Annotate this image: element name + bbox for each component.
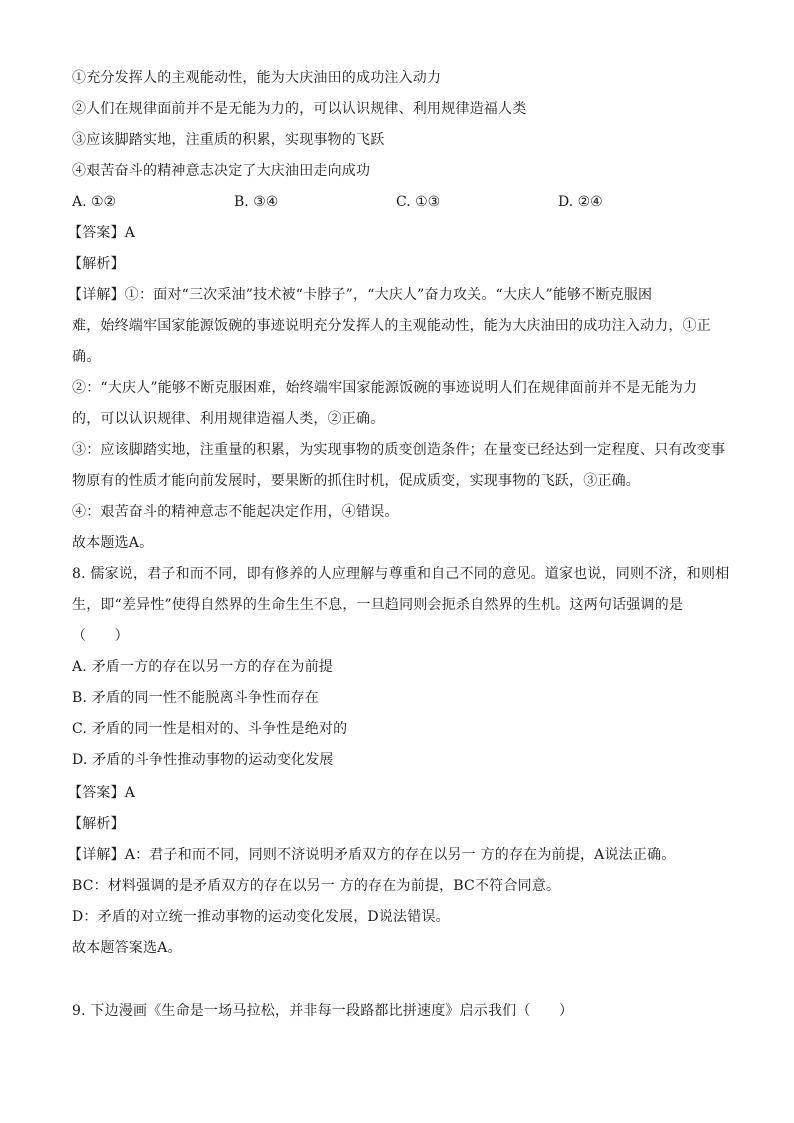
q8-stem-line-2: 生，即“差异性”使得自然界的生命生生不息，一旦趋同则会扼杀自然界的生机。这两句话强调的是 <box>72 597 684 613</box>
q8-conclusion: 故本题答案选A。 <box>72 940 182 956</box>
q8-option-c: C. 矛盾的同一性是相对的、斗争性是绝对的 <box>72 721 348 737</box>
q7-option-b: B. ③④ <box>234 194 279 210</box>
q7-option-d: D. ②④ <box>558 194 603 210</box>
q7-analysis-heading: 【解析】 <box>68 256 125 272</box>
q8-detail-line-2: BC：材料强调的是矛盾双方的存在以另一 方的存在为前提，BC不符合同意。 <box>72 878 561 894</box>
q7-detail-line-5: 的，可以认识规律、利用规律造福人类，②正确。 <box>72 411 385 427</box>
q7-detail-line-7: 物原有的性质才能向前发展时，要果断的抓住时机，促成质变，实现事物的飞跃，③正确。 <box>72 473 640 489</box>
q8-option-a: A. 矛盾一方的存在以另一方的存在为前提 <box>72 659 334 675</box>
q7-conclusion: 故本题选A。 <box>72 535 154 551</box>
q7-detail-line-6: ③：应该脚踏实地，注重量的积累，为实现事物的质变创造条件；在量变已经达到一定程度、只有改变事 <box>72 442 726 458</box>
q7-statement-1: ①充分发挥人的主观能动性，能为大庆油田的成功注入动力 <box>72 70 442 86</box>
q7-statement-2: ②人们在规律面前并不是无能为力的，可以认识规律、利用规律造福人类 <box>72 101 527 117</box>
q7-answer: 【答案】A <box>68 225 136 241</box>
q8-detail-line-1: 【详解】A：君子和而不同，同则不济说明矛盾双方的存在以另一 方的存在为前提，A说法正确。 <box>68 847 676 863</box>
q8-detail-line-3: D：矛盾的对立统一推动事物的运动变化发展，D说法错误。 <box>72 909 450 925</box>
q7-detail-line-8: ④：艰苦奋斗的精神意志不能起决定作用，④错误。 <box>72 504 399 520</box>
q8-option-b: B. 矛盾的同一性不能脱离斗争性而存在 <box>72 690 319 706</box>
q8-stem-line-1: 8. 儒家说，君子和而不同，即有修养的人应理解与尊重和自己不同的意见。道家也说，同则不济，和则相 <box>72 566 730 582</box>
q8-option-d: D. 矛盾的斗争性推动事物的运动变化发展 <box>72 752 334 768</box>
q7-statement-4: ④艰苦奋斗的精神意志决定了大庆油田走向成功 <box>72 163 371 179</box>
q8-stem-line-3: （ ） <box>72 628 129 644</box>
q7-detail-line-4: ②：“大庆人”能够不断克服困难，始终端牢国家能源饭碗的事迹说明人们在规律面前并不是无能为力 <box>72 380 698 396</box>
q7-statement-3: ③应该脚踏实地，注重质的积累，实现事物的飞跃 <box>72 132 385 148</box>
q7-detail-line-1: 【详解】①：面对“三次采油”技术被“卡脖子”，“大庆人”奋力攻关。“大庆人”能够不断克服困 <box>68 287 653 303</box>
q7-detail-line-3: 确。 <box>72 349 101 365</box>
q7-option-c: C. ①③ <box>396 194 441 210</box>
q7-detail-line-2: 难，始终端牢国家能源饭碗的事迹说明充分发挥人的主观能动性，能为大庆油田的成功注入动力，①正 <box>72 318 711 334</box>
q7-option-a: A. ①② <box>72 194 117 210</box>
q8-analysis-heading: 【解析】 <box>68 816 125 832</box>
q9-stem: 9. 下边漫画《生命是一场马拉松，并非每一段路都比拼速度》启示我们（ ） <box>72 1003 574 1019</box>
q8-answer: 【答案】A <box>68 785 136 801</box>
